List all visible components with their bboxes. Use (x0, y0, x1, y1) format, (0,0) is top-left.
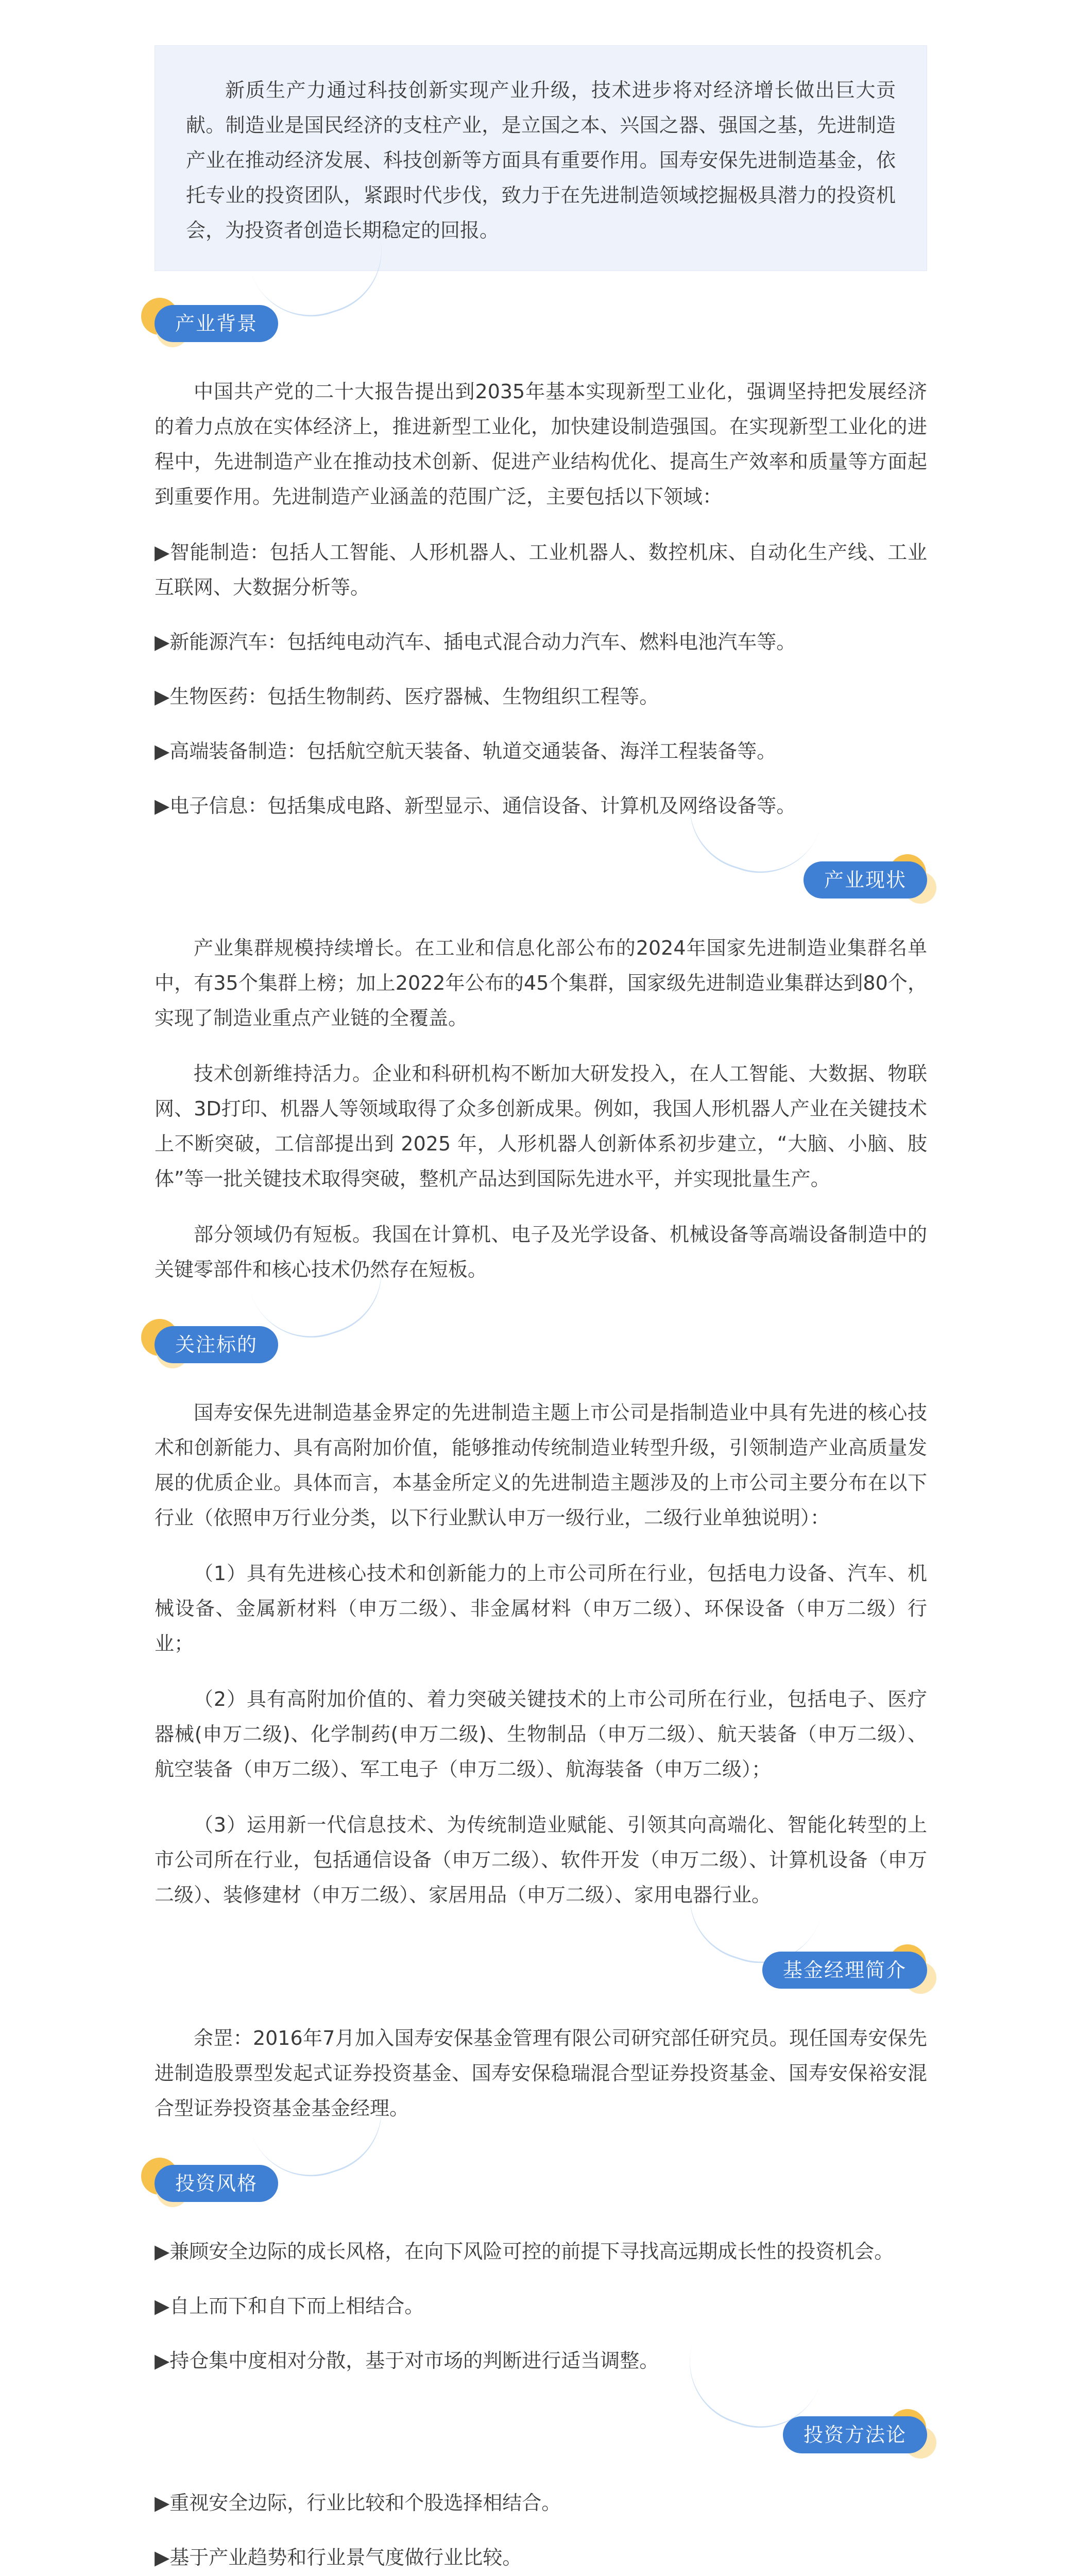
status-paragraph: 部分领域仍有短板。我国在计算机、电子及光学设备、机械设备等高端设备制造中的关键零部件和核心技术仍然存在短板。 (155, 1223, 927, 1281)
manager-paragraph: 余罡：2016年7月加入国寿安保基金管理有限公司研究部任研究员。现任国寿安保先进制造股票型发起式证券投资基金、国寿安保稳瑞混合型证券投资基金、国寿安保裕安混合型证券投资基金基金经理。 (155, 2027, 927, 2120)
section-header-style (155, 2146, 927, 2224)
section-header-targets (155, 1308, 927, 1385)
background-item: ▶电子信息：包括集成电路、新型显示、通信设备、计算机及网络设备等。 (155, 794, 796, 817)
background-item: ▶智能制造：包括人工智能、人形机器人、工业机器人、数控机床、自动化生产线、工业互联网、大数据分析等。 (155, 541, 927, 599)
style-item: ▶兼顾安全边际的成长风格，在向下风险可控的前提下寻找高远期成长性的投资机会。 (155, 2240, 894, 2263)
background-item: ▶生物医药：包括生物制药、医疗器械、生物组织工程等。 (155, 685, 659, 708)
targets-item: （2）具有高附加价值的、着力突破关键技术的上市公司所在行业，包括电子、医疗器械(申万二级)、化学制药(申万二级)、生物制品（申万二级）、航天装备（申万二级）、航空装备（申万二级）、军工电子（申万二级）、航海装备（申万二级）； (155, 1688, 927, 1781)
background-paragraph: 中国共产党的二十大报告提出到2035年基本实现新型工业化，强调坚持把发展经济的着力点放在实体经济上，推进新型工业化，加快建设制造强国。在实现新型工业化的进程中，先进制造产业在推动技术创新、促进产业结构优化、提高生产效率和质量等方面起到重要作用。先进制造产业涵盖的范围广泛，主要包括以下领域： (155, 380, 927, 508)
section-title-manager: 基金经理简介 (762, 1952, 927, 1989)
method-item: ▶基于产业趋势和行业景气度做行业比较。 (155, 2546, 522, 2569)
targets-paragraph: 国寿安保先进制造基金界定的先进制造主题上市公司是指制造业中具有先进的核心技术和创新能力、具有高附加价值，能够推动传统制造业转型升级，引领制造产业高质量发展的优质企业。具体而言，本基金所定义的先进制造主题涉及的上市公司主要分布在以下行业（依照申万行业分类，以下行业默认申万一级行业，二级行业单独说明）： (155, 1401, 927, 1529)
background-item: ▶高端装备制造：包括航空航天装备、轨道交通装备、海洋工程装备等。 (155, 740, 777, 762)
style-item: ▶自上而下和自下而上相结合。 (155, 2295, 424, 2317)
intro-box (155, 45, 927, 271)
targets-item: （1）具有先进核心技术和创新能力的上市公司所在行业，包括电力设备、汽车、机械设备、金属新材料（申万二级）、非金属材料（申万二级）、环保设备（申万二级）行业； (155, 1562, 927, 1655)
section-header-status (155, 843, 927, 920)
section-title-targets: 关注标的 (155, 1326, 278, 1363)
method-item: ▶重视安全边际，行业比较和个股选择相结合。 (155, 2492, 561, 2514)
section-title-method: 投资方法论 (783, 2416, 927, 2453)
section-title-style: 投资风格 (155, 2165, 278, 2202)
status-paragraph: 产业集群规模持续增长。在工业和信息化部公布的2024年国家先进制造业集群名单中，有35个集群上榜；加上2022年公布的45个集群，国家级先进制造业集群达到80个，实现了制造业重点产业链的全覆盖。 (155, 937, 927, 1029)
section-header-method (155, 2398, 927, 2475)
targets-item: （3）运用新一代信息技术、为传统制造业赋能、引领其向高端化、智能化转型的上市公司所在行业，包括通信设备（申万二级）、软件开发（申万二级）、计算机设备（申万二级）、装修建材（申万二级）、家居用品（申万二级）、家用电器行业。 (155, 1814, 927, 1906)
section-header-background (155, 286, 927, 364)
intro-text: 新质生产力通过科技创新实现产业升级，技术进步将对经济增长做出巨大贡献。制造业是国民经济的支柱产业，是立国之本、兴国之器、强国之基，先进制造产业在推动经济发展、科技创新等方面具有重要作用。国寿安保先进制造基金，依托专业的投资团队，紧跟时代步伐，致力于在先进制造领域挖掘极具潜力的投资机会，为投资者创造长期稳定的回报。 (186, 79, 896, 242)
section-title-background: 产业背景 (155, 305, 278, 342)
status-paragraph: 技术创新维持活力。企业和科研机构不断加大研发投入，在人工智能、大数据、物联网、3D打印、机器人等领域取得了众多创新成果。例如，我国人形机器人产业在关键技术上不断突破，工信部提出到 2025 年，人形机器人创新体系初步建立，“大脑、小脑、肢体”等一批关键技术取得突破，整机产品达到国际先进水平，并实现批量生产。 (155, 1062, 927, 1190)
background-item: ▶新能源汽车：包括纯电动汽车、插电式混合动力汽车、燃料电池汽车等。 (155, 631, 796, 653)
section-header-manager (155, 1933, 927, 2010)
style-item: ▶持仓集中度相对分散，基于对市场的判断进行适当调整。 (155, 2349, 659, 2372)
article (155, 45, 927, 2576)
section-title-status: 产业现状 (804, 861, 927, 899)
